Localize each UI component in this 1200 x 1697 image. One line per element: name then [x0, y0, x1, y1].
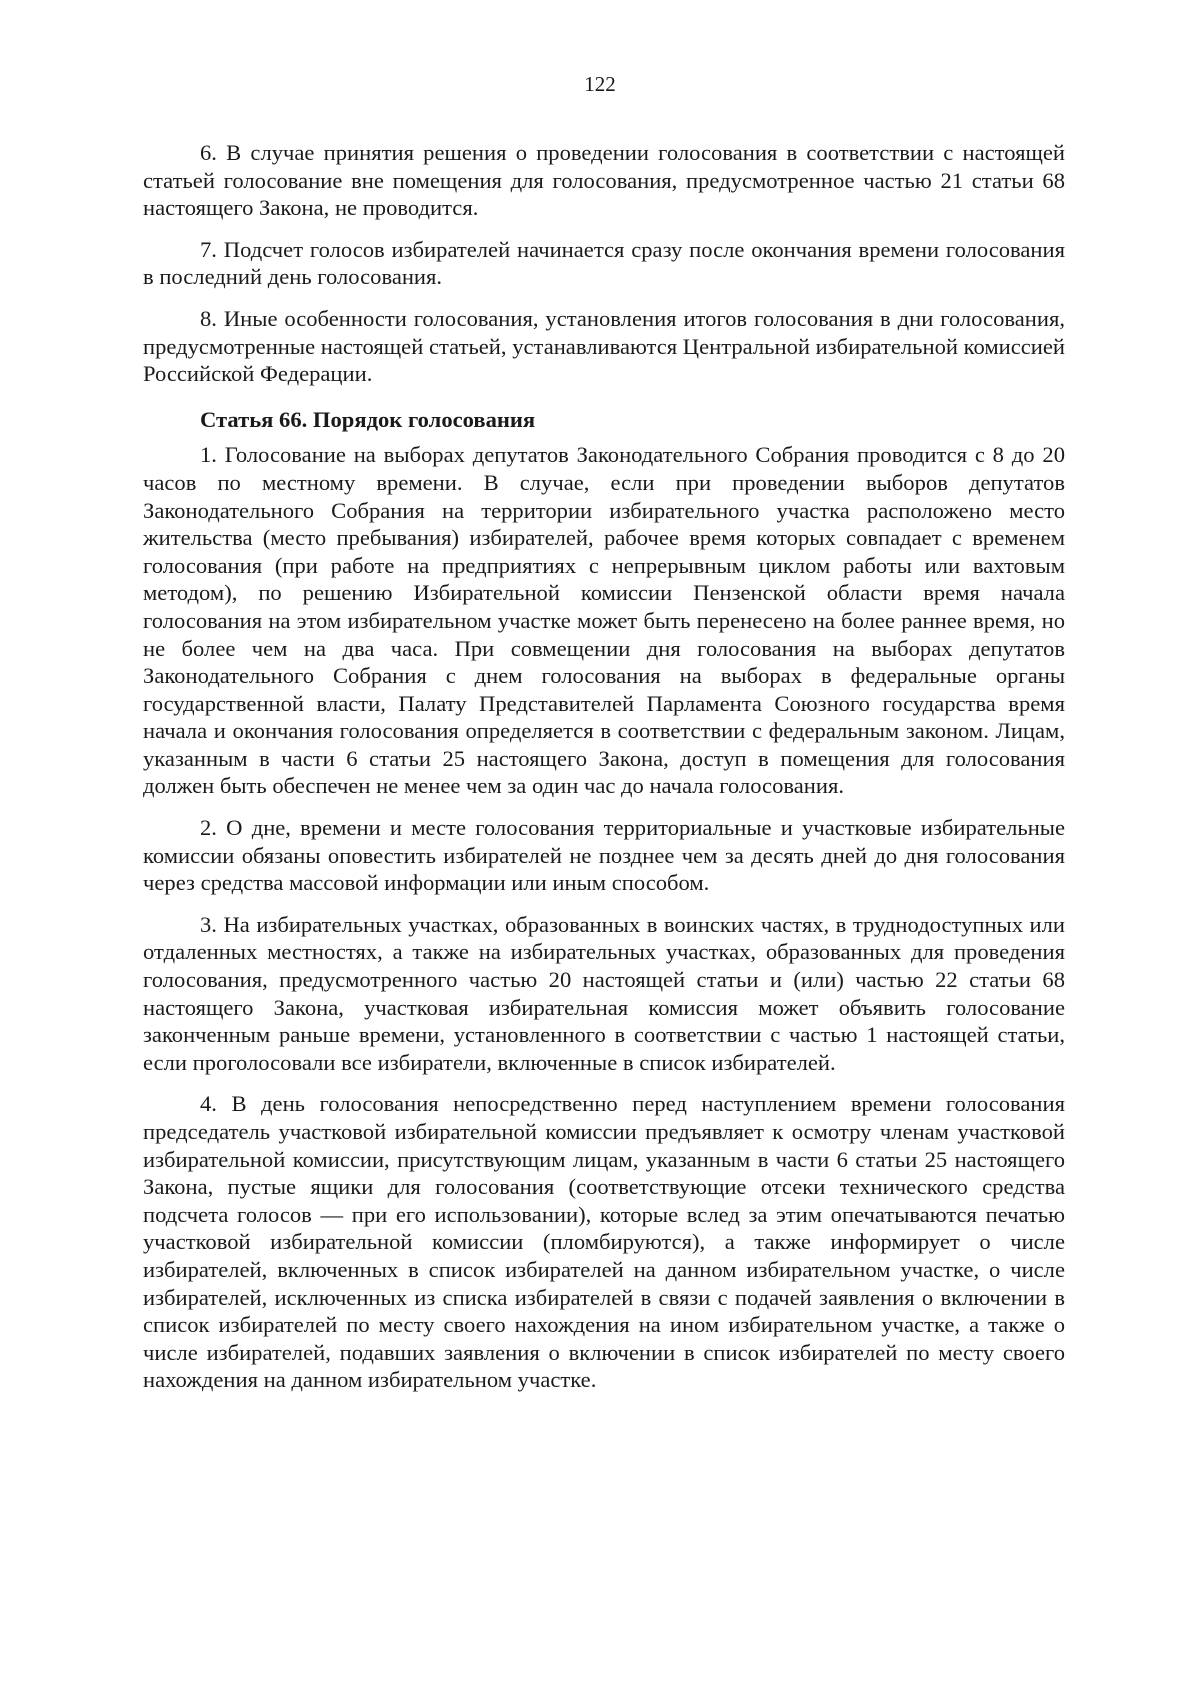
- paragraph-6: 6. В случае принятия решения о проведении голосования в соответствии с настоящей статьей голосование вне помещения для голосования, предусмотренное частью 21 статьи 68 настоящего Закона, не проводится.: [143, 140, 1065, 221]
- article-66-paragraph-4: 4. В день голосования непосредственно перед наступлением времени голосования председатель участковой избирательной комиссии предъявляет к осмотру членам участковой избирательной комиссии, присутствующим лицам, указанным в части 6 статьи 25 настоящего Закона, пустые ящики для голосования (соответствующие отсеки технического средства подсчета голосов — при его использовании), которые вслед за этим опечатываются печатью участковой избирательной комиссии (пломбируются), а также информирует о числе избирателей, включенных в список избирателей на данном избирательном участке, о числе избирателей, исключенных из списка избирателей в связи с подачей заявления о включении в список избирателей по месту своего нахождения на ином избирательном участке, а также о числе избирателей, подавших заявления о включении в список избирателей по месту своего нахождения на данном избирательном участке.: [143, 1091, 1065, 1393]
- article-66-paragraph-1: 1. Голосование на выборах депутатов Законодательного Собрания проводится с 8 до 20 часов по местному времени. В случае, если при проведении выборов депутатов Законодательного Собрания на территории избирательного участка расположено место жительства (место пребывания) избирателей, рабочее время которых совпадает с временем голосования (при работе на предприятиях с непрерывным циклом работы или вахтовым методом), по решению Избирательной комиссии Пензенской области время начала голосования на этом избирательном участке может быть перенесено на более раннее время, но не более чем на два часа. При совмещении дня голосования на выборах депутатов Законодательного Собрания с днем голосования на выборах в федеральные органы государственной власти, Палату Представителей Парламента Союзного государства время начала и окончания голосования определяется в соответствии с федеральным законом. Лицам, указанным в части 6 статьи 25 настоящего Закона, доступ в помещения для голосования должен быть обеспечен не менее чем за один час до начала голосования.: [143, 442, 1065, 799]
- article-66-paragraph-2: 2. О дне, времени и месте голосования территориальные и участковые избирательные комиссии обязаны оповестить избирателей не позднее чем за десять дней до дня голосования через средства массовой информации или иным способом.: [143, 815, 1065, 896]
- article-heading: Статья 66. Порядок голосования: [200, 406, 536, 432]
- page-number: 122: [584, 72, 616, 96]
- document-body: [143, 139, 1065, 1408]
- article-66-paragraph-3: 3. На избирательных участках, образованных в воинских частях, в труднодоступных или отдаленных местностях, а также на избирательных участках, образованных для проведения голосования, предусмотренного частью 20 настоящей статьи и (или) частью 22 статьи 68 настоящего Закона, участковая избирательная комиссия может объявить голосование законченным раньше времени, установленного в соответствии с частью 1 настоящей статьи, если проголосовали все избиратели, включенные в список избирателей.: [143, 911, 1065, 1075]
- paragraph-8: 8. Иные особенности голосования, установления итогов голосования в дни голосования, предусмотренные настоящей статьей, устанавливаются Центральной избирательной комиссией Российской Федерации.: [143, 305, 1065, 387]
- paragraph-7: 7. Подсчет голосов избирателей начинается сразу после окончания времени голосования в последний день голосования.: [143, 236, 1065, 290]
